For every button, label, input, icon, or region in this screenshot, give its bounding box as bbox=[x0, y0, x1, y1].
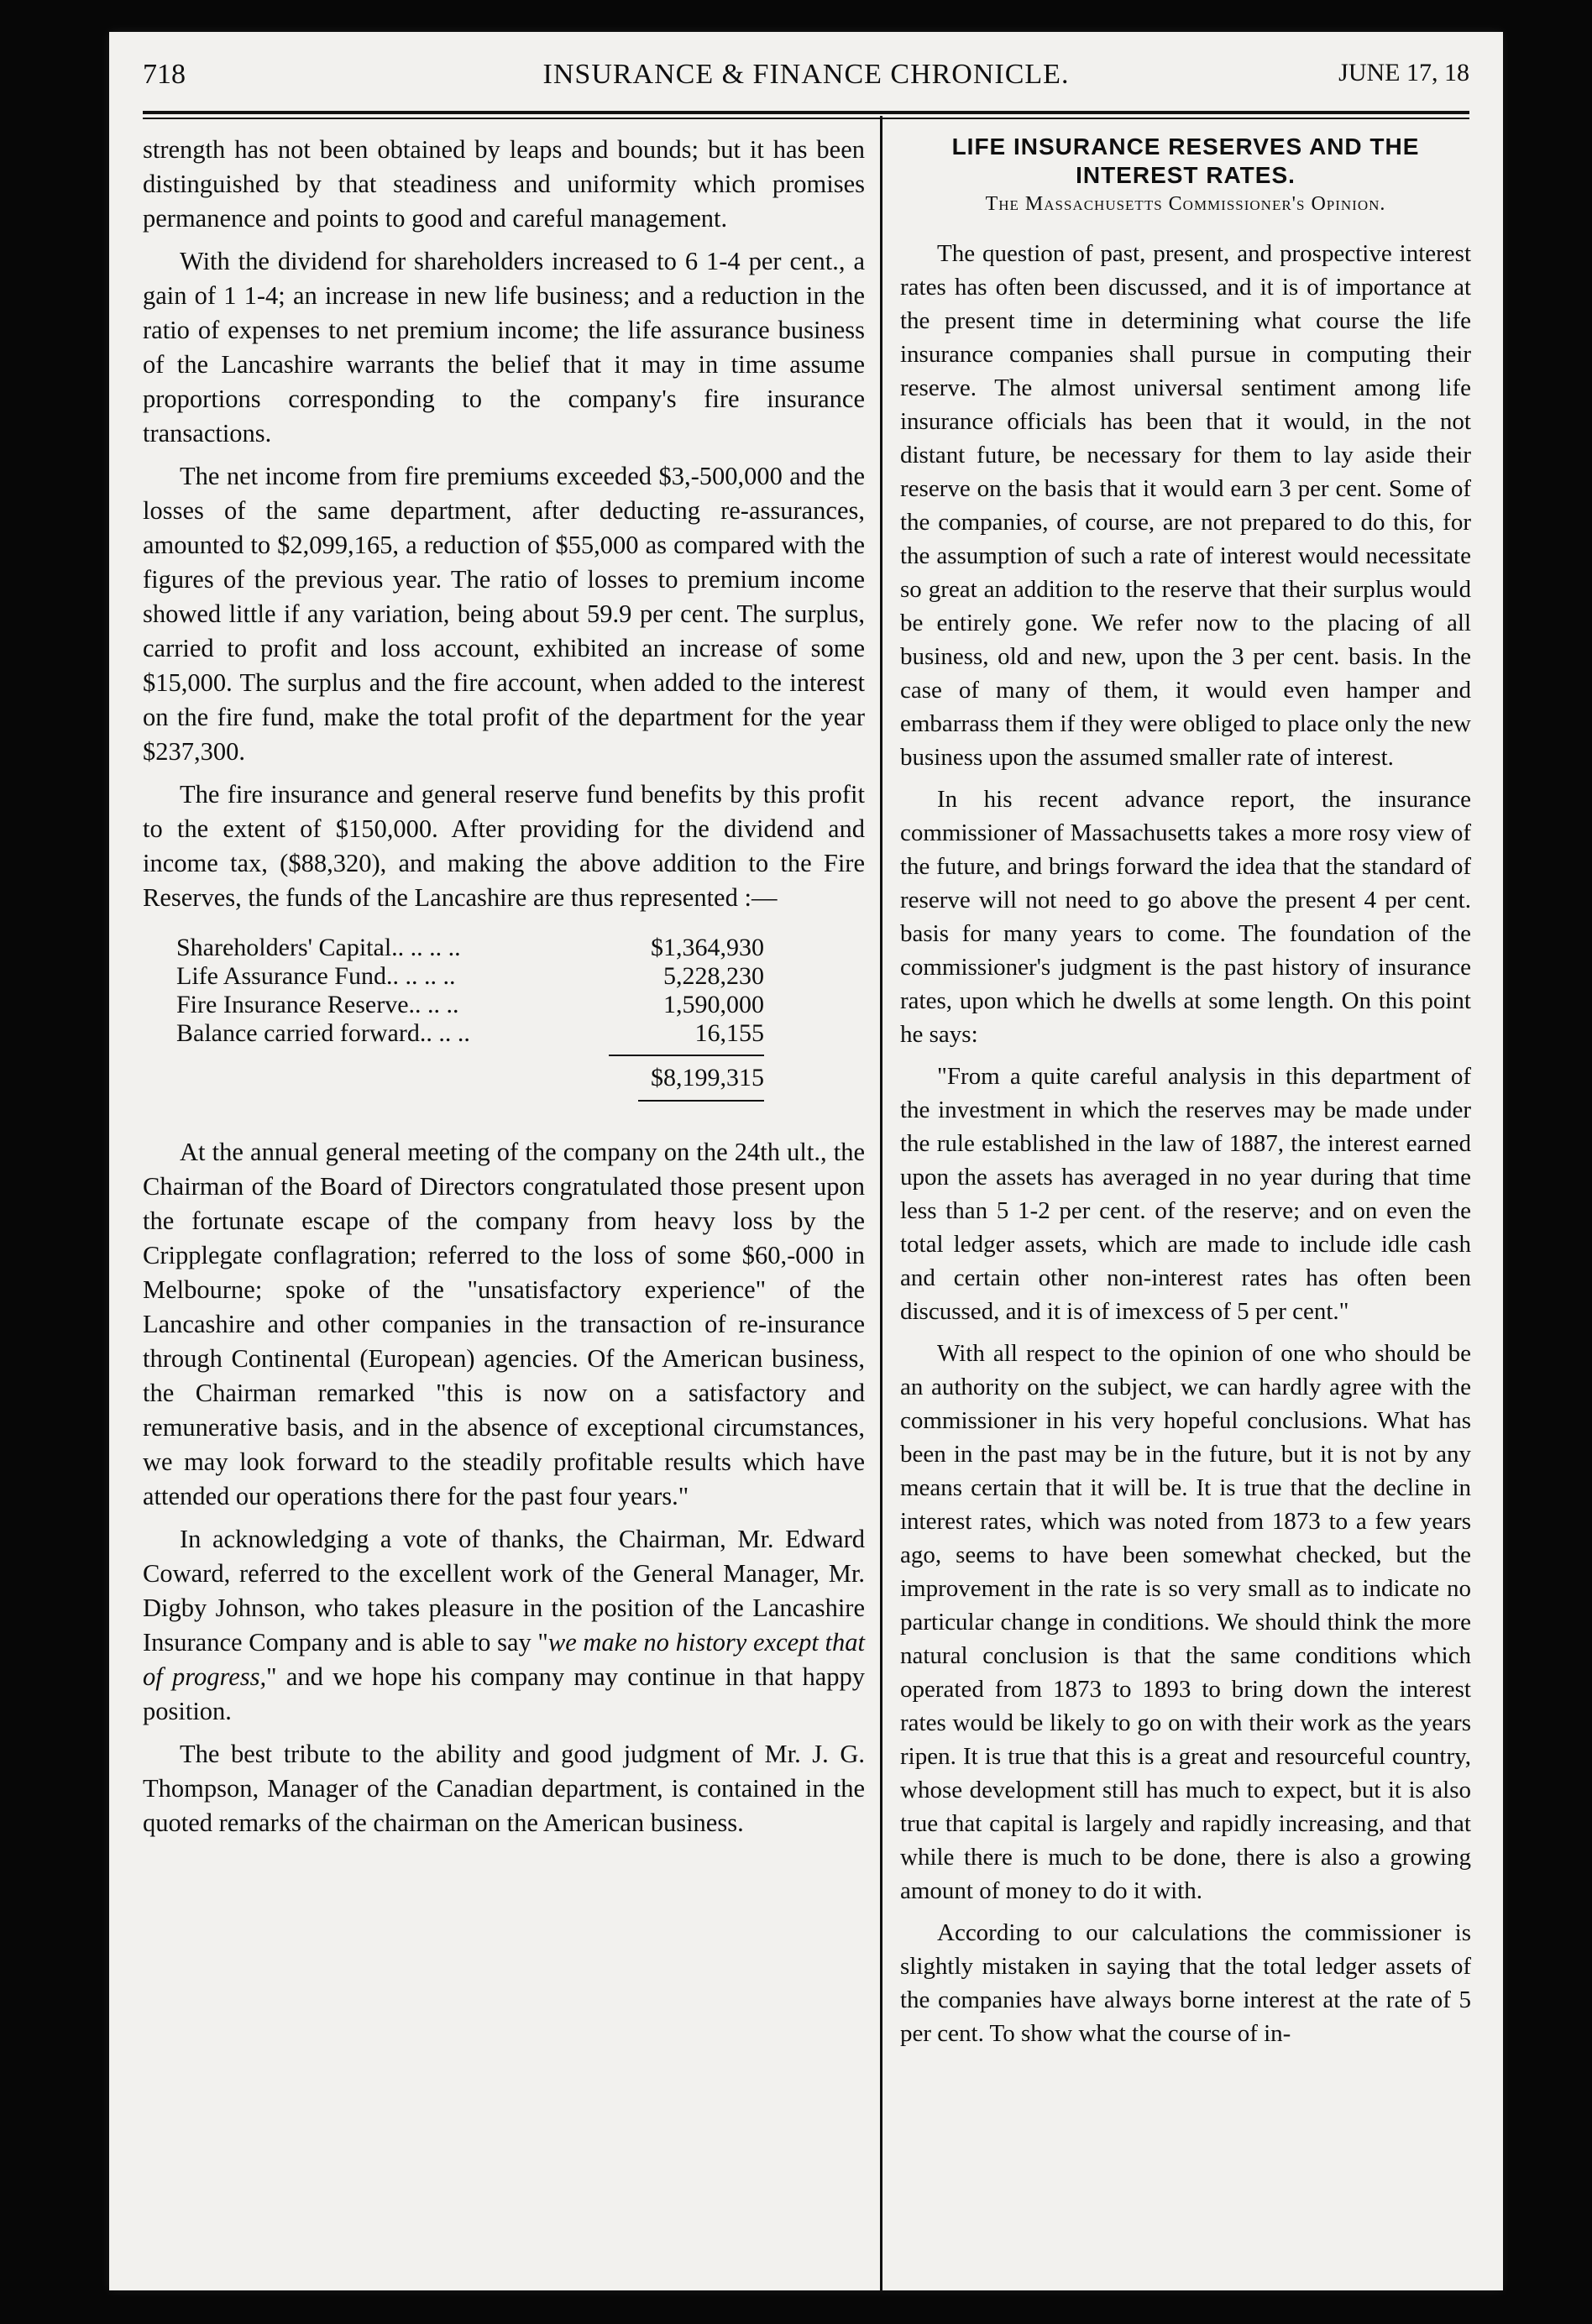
fund-amount: 1,590,000 bbox=[663, 991, 764, 1018]
column-divider bbox=[880, 116, 882, 2290]
fund-amount: $1,364,930 bbox=[651, 934, 764, 961]
left-paragraph-7: The best tribute to the ability and good judgment of Mr. J. G. Thompson, Manager of the Canadian department, is contained in the quoted remarks of the chairman on the American business. bbox=[143, 1740, 865, 1837]
newspaper-page bbox=[109, 32, 1503, 2290]
right-paragraph-1: The question of past, present, and prospective interest rates has often been discussed, and it is of importance at the present time in determining what course the life insurance companies shall pursue in computing their reserve. The almost universal sentiment among life insurance officials has been that it would, in the not distant future, be necessary for them to lay aside their reserve on the basis that it would earn 3 per cent. Some of the companies, of course, are not prepared to do this, for the assumption of such a rate of interest would necessitate so great an addition to the reserve that their surplus would be entirely gone. We refer now to the placing of all business, old and new, upon the 3 per cent. basis. In the case of many of them, it would even hamper and embarrass them if they were obliged to place only the new business upon the assumed smaller rate of interest. bbox=[900, 240, 1471, 771]
article-subheading: The Massachusetts Commissioner's Opinion. bbox=[985, 193, 1386, 215]
funds-total: $8,199,315 bbox=[651, 1064, 764, 1091]
left-paragraph-4: The fire insurance and general reserve fund benefits by this profit to the extent of $150,000. After providing for the dividend and income tax, ($88,320), and making the above addition to the Fire Reserves, the funds of the Lancashire are thus represented :— bbox=[143, 780, 865, 912]
total-rule bbox=[609, 1055, 764, 1056]
left-column bbox=[143, 133, 865, 1849]
right-paragraph-2: In his recent advance report, the insurance commissioner of Massachusetts takes a more rosy view of the future, and brings forward the idea that the standard of reserve will not need to go above the present 4 per cent. basis for many years to come. The foundation of the commissioner's judgment is the past history of insurance rates, upon which he dwells at some length. On this point he says: bbox=[900, 786, 1471, 1048]
fund-label: Life Assurance Fund.. .. .. .. bbox=[176, 962, 456, 990]
total-underline bbox=[638, 1100, 764, 1102]
table-row bbox=[176, 962, 764, 991]
right-column bbox=[900, 133, 1471, 2059]
right-paragraph-3: "From a quite careful analysis in this department of the investment in which the reserves may be made under the rule established in the law of 1887, the interest earned upon the assets has averaged in no year during that time less than 5 1-2 per cent. of the reserve; and on even the total ledger assets, which are made to include idle cash and certain other non-interest rates has often been discussed, and it is of imexcess of 5 per cent." bbox=[900, 1063, 1471, 1325]
left-paragraph-2: With the dividend for shareholders increased to 6 1-4 per cent., a gain of 1 1-4; an increase in new life business; and a reduction in the ratio of expenses to net premium income; the life assurance business of the Lancashire warrants the belief that it may in time assume proportions corresponding to the company's fire insurance transactions. bbox=[143, 247, 865, 448]
right-paragraph-4: With all respect to the opinion of one who should be an authority on the subject, we can hardly agree with the commissioner in his very hopeful conclusions. What has been in the past may be in the future, but it is not by any means certain that it will be. It is true that the decline in interest rates, which was noted from 1873 to a few years ago, seems to have been somewhat checked, but the improvement in the rate is so very small as to indicate no particular change in conditions. We should think the more natural conclusion is that the same conditions which operated from 1873 to 1893 to bring down the interest rates would be likely to go on with their work as the years ripen. It is true that this is a great and resourceful country, whose development still has much to expect, but it is also true that capital is largely and rapidly increasing, and that while there is much to be done, there is also a growing amount of money to do it with. bbox=[900, 1340, 1471, 1904]
page-number: 718 bbox=[143, 59, 186, 90]
header-rule-thick bbox=[143, 111, 1469, 114]
p6-text-b: " and we hope his company may continue in that happy position. bbox=[143, 1662, 865, 1725]
fund-amount: 5,228,230 bbox=[663, 962, 764, 990]
fund-amount: 16,155 bbox=[694, 1019, 764, 1047]
fund-label: Balance carried forward.. .. .. bbox=[176, 1019, 470, 1047]
page-header bbox=[143, 59, 1469, 101]
fund-label: Fire Insurance Reserve.. .. .. bbox=[176, 991, 459, 1018]
table-row bbox=[176, 1019, 764, 1048]
left-paragraph-5: At the annual general meeting of the company on the 24th ult., the Chairman of the Board of Directors congratulated those present upon the fortunate escape of the company from heavy loss by the Cripplegate conflagration; referred to the loss of some $60,-000 in Melbourne; spoke of the "unsatisfactory experience" of the Lancashire and other companies in the transaction of re-insurance through Continental (European) agencies. Of the American business, the Chairman remarked "this is now on a satisfactory and remunerative basis, and in the absence of exceptional circumstances, we may look forward to the steadily profitable results which have attended our operations there for the past four years." bbox=[143, 1138, 865, 1510]
left-paragraph-6 bbox=[143, 1522, 865, 1729]
header-rule-thin bbox=[143, 118, 1469, 119]
left-paragraph-3: The net income from fire premiums exceeded $3,-500,000 and the losses of the same department, after deducting re-assurances, amounted to $2,099,165, a reduction of $55,000 as compared with the figures of the previous year. The ratio of losses to premium income showed little if any variation, being about 59.9 per cent. The surplus, carried to profit and loss account, exhibited an increase of some $15,000. The surplus and the fire account, when added to the interest on the fire fund, make the total profit of the department for the year $237,300. bbox=[143, 462, 865, 766]
p6-italic-quote: we make no history except that of progress, bbox=[143, 1628, 865, 1691]
issue-date: JUNE 17, 18 bbox=[1338, 59, 1469, 86]
right-paragraph-5: According to our calculations the commissioner is slightly mistaken in saying that the total ledger assets of the companies have always borne interest at the rate of 5 per cent. To show what the course of in- bbox=[900, 1919, 1471, 2047]
funds-table bbox=[176, 934, 764, 1048]
publication-title: INSURANCE & FINANCE CHRONICLE. bbox=[542, 59, 1070, 90]
left-paragraph-1: strength has not been obtained by leaps and bounds; but it has been distinguished by that steadiness and uniformity which promises permanence and points to good and careful management. bbox=[143, 135, 865, 233]
p6-text-a: In acknowledging a vote of thanks, the Chairman, Mr. Edward Coward, referred to the excellent work of the General Manager, Mr. Digby Johnson, who takes pleasure in the position of the Lancashire Insurance Company and is able to say " bbox=[143, 1525, 865, 1657]
fund-label: Shareholders' Capital.. .. .. .. bbox=[176, 934, 461, 961]
table-row bbox=[176, 934, 764, 962]
article-heading: LIFE INSURANCE RESERVES AND THE INTEREST RATES. bbox=[951, 133, 1420, 188]
table-row bbox=[176, 991, 764, 1019]
